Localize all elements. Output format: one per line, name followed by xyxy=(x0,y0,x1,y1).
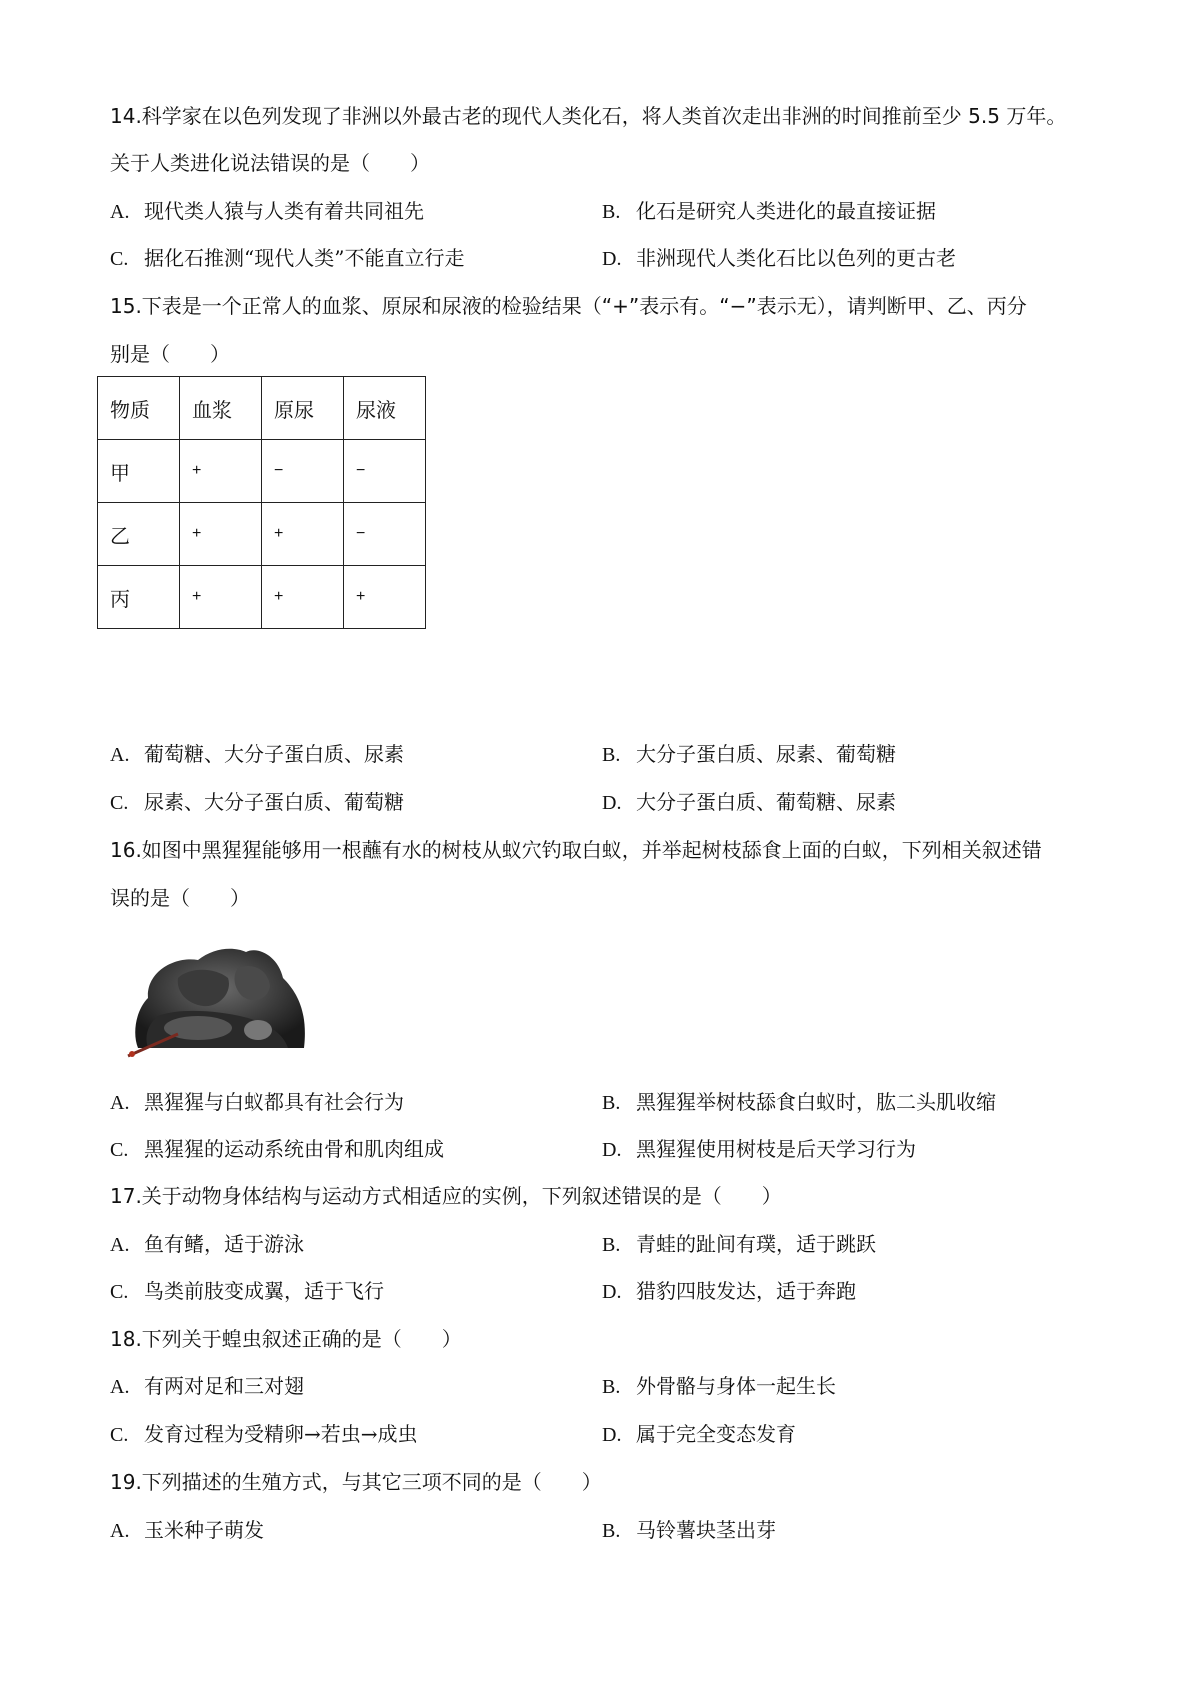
q17-stem: 17.关于动物身体结构与运动方式相适应的实例，下列叙述错误的是（ ） xyxy=(110,1184,782,1208)
option-letter: B. xyxy=(602,1376,621,1398)
q18-stem: 18.下列关于蝗虫叙述正确的是（ ） xyxy=(110,1327,462,1351)
q19-option-b xyxy=(602,1516,776,1545)
option-letter: A. xyxy=(110,1092,130,1114)
option-text: 猎豹四肢发达，适于奔跑 xyxy=(636,1279,856,1303)
option-letter: C. xyxy=(110,1424,129,1446)
q17-option-a xyxy=(110,1230,304,1259)
q15-stem-line1: 15.下表是一个正常人的血浆、原尿和尿液的检验结果（“+”表示有。“−”表示无），请判断甲、乙、丙分 xyxy=(110,294,1027,318)
table-header-cell: 原尿 xyxy=(262,377,344,440)
table-cell: − xyxy=(344,503,426,566)
q17-option-b xyxy=(602,1230,876,1259)
option-text: 外骨骼与身体一起生长 xyxy=(636,1374,836,1398)
q15-stem-line2: 别是（ ） xyxy=(110,342,230,366)
table-cell: 乙 xyxy=(98,503,180,566)
q17-option-c xyxy=(110,1277,384,1306)
option-text: 据化石推测“现代人类”不能直立行走 xyxy=(144,246,465,270)
option-letter: D. xyxy=(602,1139,622,1161)
q14-stem-line2: 关于人类进化说法错误的是（ ） xyxy=(110,151,430,175)
q19-stem: 19.下列描述的生殖方式，与其它三项不同的是（ ） xyxy=(110,1470,602,1494)
option-text: 黑猩猩与白蚁都具有社会行为 xyxy=(144,1090,404,1114)
option-letter: B. xyxy=(602,1092,621,1114)
q14-option-b xyxy=(602,197,936,226)
q18-option-d xyxy=(602,1420,796,1449)
table-row xyxy=(98,440,426,503)
q15-option-c xyxy=(110,788,404,817)
table-cell: + xyxy=(180,440,262,503)
option-text: 发育过程为受精卵→若虫→成虫 xyxy=(144,1422,418,1446)
option-letter: C. xyxy=(110,792,129,814)
table-header-cell: 血浆 xyxy=(180,377,262,440)
option-letter: D. xyxy=(602,792,622,814)
q14-option-d xyxy=(602,244,956,273)
table-cell: + xyxy=(262,503,344,566)
table-cell: + xyxy=(344,566,426,629)
option-text: 马铃薯块茎出芽 xyxy=(636,1518,776,1542)
table-row xyxy=(98,503,426,566)
option-text: 黑猩猩的运动系统由骨和肌肉组成 xyxy=(144,1137,444,1161)
option-text: 属于完全变态发育 xyxy=(636,1422,796,1446)
option-text: 尿素、大分子蛋白质、葡萄糖 xyxy=(144,790,404,814)
option-text: 大分子蛋白质、尿素、葡萄糖 xyxy=(636,742,896,766)
option-text: 非洲现代人类化石比以色列的更古老 xyxy=(636,246,956,270)
option-letter: B. xyxy=(602,1520,621,1542)
q15-option-b xyxy=(602,740,896,769)
option-text: 鸟类前肢变成翼，适于飞行 xyxy=(144,1279,384,1303)
chimpanzee-fishing-termites-image xyxy=(118,938,314,1058)
q18-option-c xyxy=(110,1420,418,1449)
option-letter: D. xyxy=(602,248,622,270)
option-text: 鱼有鳍，适于游泳 xyxy=(144,1232,304,1256)
q19-option-a xyxy=(110,1516,264,1545)
table-cell: − xyxy=(262,440,344,503)
option-text: 玉米种子萌发 xyxy=(144,1518,264,1542)
option-text: 青蛙的趾间有璞，适于跳跃 xyxy=(636,1232,876,1256)
option-letter: A. xyxy=(110,1234,130,1256)
q14-option-a xyxy=(110,197,424,226)
table-cell: − xyxy=(344,440,426,503)
option-letter: A. xyxy=(110,1520,130,1542)
option-text: 现代类人猿与人类有着共同祖先 xyxy=(144,199,424,223)
q18-option-b xyxy=(602,1372,836,1401)
q15-option-a xyxy=(110,740,404,769)
q16-option-c xyxy=(110,1135,444,1164)
option-text: 大分子蛋白质、葡萄糖、尿素 xyxy=(636,790,896,814)
option-text: 葡萄糖、大分子蛋白质、尿素 xyxy=(144,742,404,766)
table-row xyxy=(98,566,426,629)
option-text: 黑猩猩举树枝舔食白蚁时，肱二头肌收缩 xyxy=(636,1090,996,1114)
table-cell: + xyxy=(180,566,262,629)
table-cell: + xyxy=(180,503,262,566)
option-letter: B. xyxy=(602,744,621,766)
option-letter: C. xyxy=(110,1281,129,1303)
option-text: 有两对足和三对翅 xyxy=(144,1374,304,1398)
option-text: 化石是研究人类进化的最直接证据 xyxy=(636,199,936,223)
option-letter: B. xyxy=(602,1234,621,1256)
q14-option-c xyxy=(110,244,464,273)
q16-option-d xyxy=(602,1135,916,1164)
q14-stem-line1: 14.科学家在以色列发现了非洲以外最古老的现代人类化石，将人类首次走出非洲的时间推前至少 5.5 万年。 xyxy=(110,104,1067,128)
table-header-cell: 物质 xyxy=(98,377,180,440)
option-letter: A. xyxy=(110,744,130,766)
q16-stem-line1: 16.如图中黑猩猩能够用一根蘸有水的树枝从蚁穴钓取白蚁，并举起树枝舔食上面的白蚁，下列相关叙述错 xyxy=(110,838,1042,862)
table-header-cell: 尿液 xyxy=(344,377,426,440)
table-cell: 丙 xyxy=(98,566,180,629)
q16-option-b xyxy=(602,1088,996,1117)
option-letter: C. xyxy=(110,1139,129,1161)
q16-stem-line2: 误的是（ ） xyxy=(110,886,250,910)
q16-option-a xyxy=(110,1088,404,1117)
table-header-row xyxy=(98,377,426,440)
option-letter: A. xyxy=(110,1376,130,1398)
q15-results-table xyxy=(97,376,426,629)
q17-option-d xyxy=(602,1277,856,1306)
option-letter: D. xyxy=(602,1424,622,1446)
option-letter: C. xyxy=(110,248,129,270)
table-cell: + xyxy=(262,566,344,629)
option-letter: A. xyxy=(110,201,130,223)
q15-option-d xyxy=(602,788,896,817)
q18-option-a xyxy=(110,1372,304,1401)
option-letter: B. xyxy=(602,201,621,223)
table-cell: 甲 xyxy=(98,440,180,503)
option-text: 黑猩猩使用树枝是后天学习行为 xyxy=(636,1137,916,1161)
option-letter: D. xyxy=(602,1281,622,1303)
